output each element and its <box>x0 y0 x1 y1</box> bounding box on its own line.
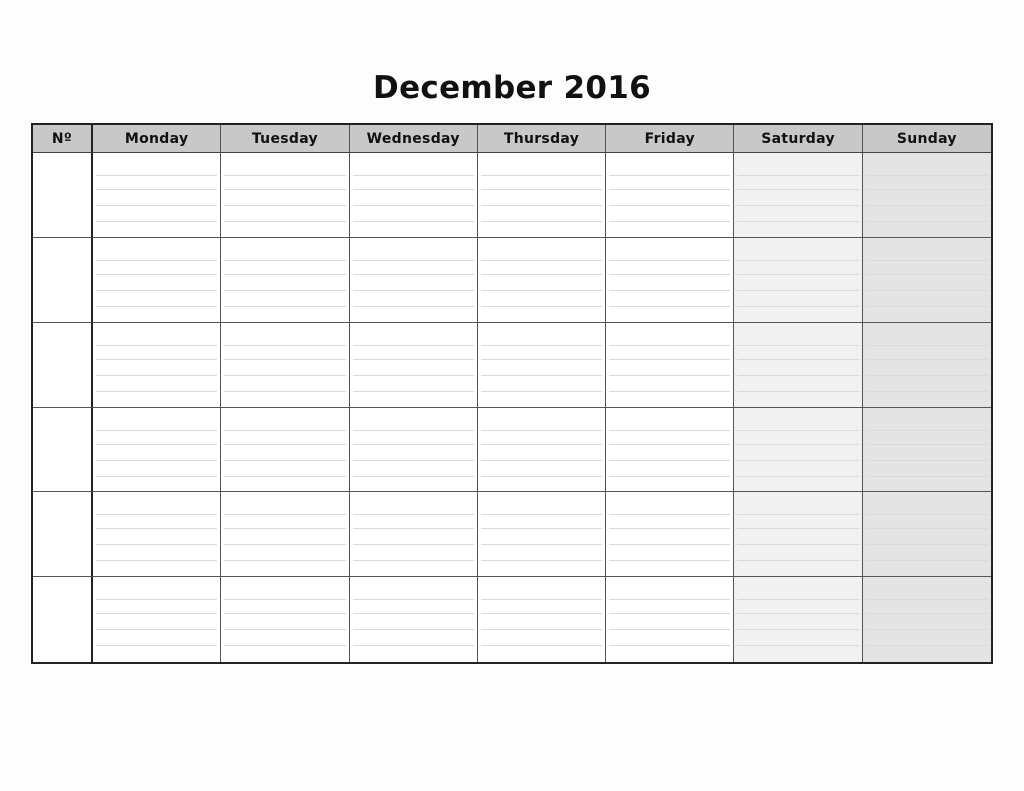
writing-lines <box>737 408 858 492</box>
day-cell-wednesday[interactable] <box>350 492 478 577</box>
writing-lines <box>224 577 345 662</box>
day-cell-sunday[interactable] <box>863 153 991 238</box>
day-cell-saturday[interactable] <box>734 577 862 662</box>
day-cell-sunday[interactable] <box>863 323 991 408</box>
writing-lines <box>481 577 602 662</box>
writing-lines <box>96 408 217 492</box>
writing-lines <box>737 323 858 407</box>
day-header-tuesday: Tuesday <box>221 125 349 153</box>
day-cell-friday[interactable] <box>606 238 734 323</box>
writing-lines <box>96 492 217 576</box>
day-cell-tuesday[interactable] <box>221 153 349 238</box>
day-cell-sunday[interactable] <box>863 492 991 577</box>
writing-lines <box>609 492 730 576</box>
day-cell-friday[interactable] <box>606 323 734 408</box>
writing-lines <box>353 323 474 407</box>
writing-lines <box>96 577 217 662</box>
day-cell-monday[interactable] <box>93 492 221 577</box>
week-number-cell[interactable] <box>33 577 93 662</box>
calendar-grid <box>31 123 993 664</box>
day-header-sunday: Sunday <box>863 125 991 153</box>
writing-lines <box>737 492 858 576</box>
page-title: December 2016 <box>373 70 651 106</box>
day-cell-saturday[interactable] <box>734 238 862 323</box>
day-cell-thursday[interactable] <box>478 577 606 662</box>
writing-lines <box>96 323 217 407</box>
writing-lines <box>866 153 988 237</box>
writing-lines <box>609 408 730 492</box>
day-cell-saturday[interactable] <box>734 153 862 238</box>
writing-lines <box>481 492 602 576</box>
day-cell-tuesday[interactable] <box>221 492 349 577</box>
day-cell-sunday[interactable] <box>863 577 991 662</box>
day-cell-thursday[interactable] <box>478 238 606 323</box>
week-number-cell[interactable] <box>33 323 93 408</box>
writing-lines <box>481 153 602 237</box>
writing-lines <box>224 238 345 322</box>
writing-lines <box>481 238 602 322</box>
writing-lines <box>866 492 988 576</box>
week-number-cell[interactable] <box>33 153 93 238</box>
writing-lines <box>866 408 988 492</box>
writing-lines <box>866 238 988 322</box>
writing-lines <box>353 577 474 662</box>
day-cell-monday[interactable] <box>93 408 221 493</box>
day-cell-monday[interactable] <box>93 238 221 323</box>
day-cell-wednesday[interactable] <box>350 238 478 323</box>
day-cell-monday[interactable] <box>93 323 221 408</box>
day-cell-wednesday[interactable] <box>350 153 478 238</box>
writing-lines <box>737 577 858 662</box>
writing-lines <box>866 323 988 407</box>
day-cell-monday[interactable] <box>93 153 221 238</box>
day-cell-wednesday[interactable] <box>350 323 478 408</box>
week-number-cell[interactable] <box>33 492 93 577</box>
week-number-cell[interactable] <box>33 238 93 323</box>
writing-lines <box>224 492 345 576</box>
writing-lines <box>737 238 858 322</box>
writing-lines <box>737 153 858 237</box>
week-number-cell[interactable] <box>33 408 93 493</box>
writing-lines <box>609 153 730 237</box>
day-cell-monday[interactable] <box>93 577 221 662</box>
day-cell-tuesday[interactable] <box>221 408 349 493</box>
day-header-saturday: Saturday <box>734 125 862 153</box>
day-cell-sunday[interactable] <box>863 238 991 323</box>
day-cell-friday[interactable] <box>606 153 734 238</box>
day-cell-thursday[interactable] <box>478 323 606 408</box>
writing-lines <box>609 577 730 662</box>
writing-lines <box>353 492 474 576</box>
day-cell-thursday[interactable] <box>478 408 606 493</box>
day-header-thursday: Thursday <box>478 125 606 153</box>
day-cell-sunday[interactable] <box>863 408 991 493</box>
day-cell-friday[interactable] <box>606 577 734 662</box>
writing-lines <box>353 153 474 237</box>
day-cell-tuesday[interactable] <box>221 577 349 662</box>
day-cell-wednesday[interactable] <box>350 577 478 662</box>
day-header-wednesday: Wednesday <box>350 125 478 153</box>
writing-lines <box>609 323 730 407</box>
day-header-friday: Friday <box>606 125 734 153</box>
day-cell-thursday[interactable] <box>478 492 606 577</box>
day-cell-friday[interactable] <box>606 408 734 493</box>
writing-lines <box>224 408 345 492</box>
writing-lines <box>609 238 730 322</box>
day-cell-saturday[interactable] <box>734 323 862 408</box>
writing-lines <box>866 577 988 662</box>
writing-lines <box>481 323 602 407</box>
writing-lines <box>224 153 345 237</box>
day-header-monday: Monday <box>93 125 221 153</box>
day-cell-tuesday[interactable] <box>221 238 349 323</box>
writing-lines <box>224 323 345 407</box>
writing-lines <box>481 408 602 492</box>
writing-lines <box>353 238 474 322</box>
day-cell-thursday[interactable] <box>478 153 606 238</box>
writing-lines <box>96 238 217 322</box>
day-cell-tuesday[interactable] <box>221 323 349 408</box>
week-number-header: Nº <box>33 125 93 153</box>
day-cell-saturday[interactable] <box>734 408 862 493</box>
day-cell-wednesday[interactable] <box>350 408 478 493</box>
writing-lines <box>96 153 217 237</box>
writing-lines <box>353 408 474 492</box>
day-cell-friday[interactable] <box>606 492 734 577</box>
day-cell-saturday[interactable] <box>734 492 862 577</box>
